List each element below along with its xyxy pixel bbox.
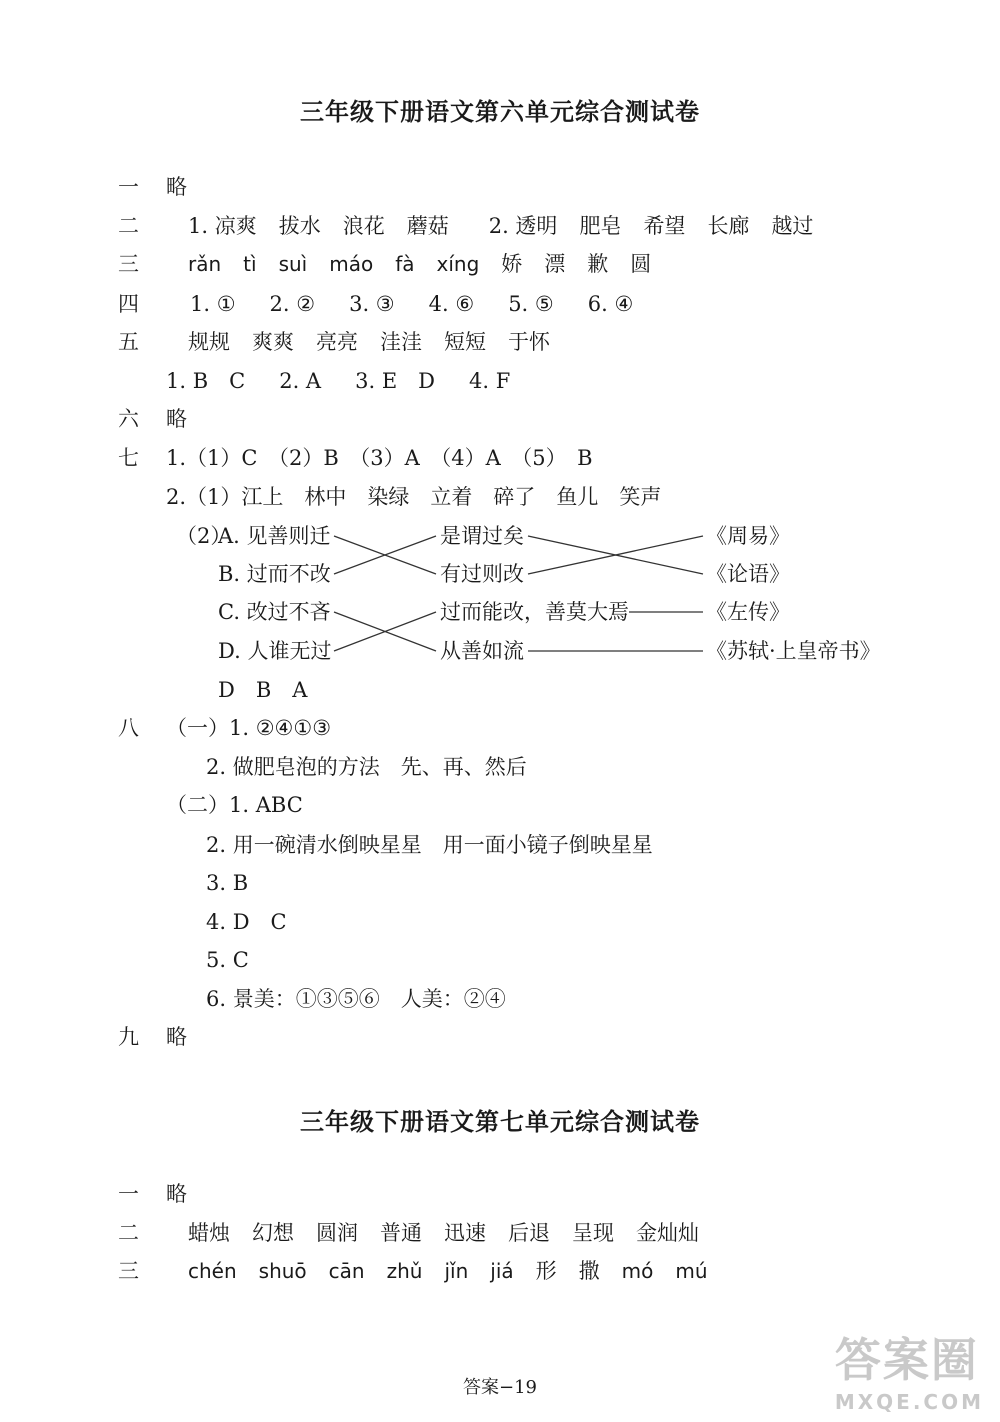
match-left-item: D. 人谁无过 bbox=[218, 639, 332, 663]
answer-line-s7-q2: 二 蜡烛 幻想 圆润 普通 迅速 后退 呈现 金灿灿 bbox=[118, 1221, 699, 1245]
match-left-item: C. 改过不吝 bbox=[218, 600, 331, 624]
answer-line-q2: 二 1. 凉爽 拔水 浪花 蘑菇 2. 透明 肥皂 希望 长廊 越过 bbox=[118, 214, 814, 238]
answer-line-q9: 九 略 bbox=[118, 1025, 187, 1049]
match-right-item: 《论语》 bbox=[706, 562, 790, 586]
watermark-site: MXQE.COM bbox=[834, 1390, 984, 1414]
match-label: （2） bbox=[176, 524, 232, 548]
answer-line-q8-5: 3. B bbox=[206, 871, 249, 895]
answer-line-q6: 六 略 bbox=[118, 407, 187, 431]
answer-line-q8-2: 2. 做肥皂泡的方法 先、再、然后 bbox=[206, 755, 527, 779]
answer-line-s7-q3: 三 chén shuō cān zhǔ jǐn jiá 形 撒 mó mú bbox=[118, 1259, 708, 1283]
section-title: 三年级下册语文第七单元综合测试卷 bbox=[300, 1108, 700, 1136]
match-middle-item: 过而能改，善莫大焉 bbox=[440, 600, 629, 624]
match-right-item: 《左传》 bbox=[706, 600, 790, 624]
answer-line-s7-q1: 一 略 bbox=[118, 1182, 187, 1206]
match-right-item: 《周易》 bbox=[706, 524, 790, 548]
match-left-item: B. 过而不改 bbox=[218, 562, 331, 586]
answer-line-q8-8: 6. 景美：①③⑤⑥ 人美：②④ bbox=[206, 987, 506, 1011]
section-title: 三年级下册语文第六单元综合测试卷 bbox=[300, 98, 700, 126]
answer-line-q8-1: 八 （一）1. ②④①③ bbox=[118, 716, 332, 740]
answer-line-q7-2: 2.（1）江上 林中 染绿 立着 碎了 鱼儿 笑声 bbox=[166, 485, 662, 509]
answer-line-q4: 四 1. ① 2. ② 3. ③ 4. ⑥ 5. ⑤ 6. ④ bbox=[118, 292, 634, 316]
answer-line-q8-4: 2. 用一碗清水倒映星星 用一面小镜子倒映星星 bbox=[206, 833, 653, 857]
answer-line-q8-6: 4. D C bbox=[206, 910, 287, 934]
answer-line-q5-sub: 1. B C 2. A 3. E D 4. F bbox=[166, 369, 511, 393]
match-middle-item: 从善如流 bbox=[440, 639, 524, 663]
watermark bbox=[835, 1324, 984, 1414]
answer-line-q5: 五 规规 爽爽 亮亮 洼洼 短短 于怀 bbox=[118, 330, 550, 354]
match-left-item: A. 见善则迁 bbox=[218, 524, 331, 548]
match-right-item: 《苏轼·上皇帝书》 bbox=[706, 639, 881, 663]
answer-line-q7-1: 七 1.（1）C （2）B （3）A （4）A （5） B bbox=[118, 446, 593, 470]
match-answer: D B A bbox=[218, 678, 308, 702]
match-middle-item: 有过则改 bbox=[440, 562, 524, 586]
match-middle-item: 是谓过矣 bbox=[440, 524, 524, 548]
answer-line-q1: 一 略 bbox=[118, 175, 187, 199]
watermark-logo: 答案圈 bbox=[834, 1333, 979, 1387]
page-number: 答案−19 bbox=[463, 1377, 537, 1398]
answer-line-q8-7: 5. C bbox=[206, 948, 249, 972]
answer-line-q3: 三 rǎn tì suì máo fà xíng 娇 漂 歉 圆 bbox=[118, 252, 652, 276]
answer-line-q8-3: （二）1. ABC bbox=[166, 793, 303, 817]
